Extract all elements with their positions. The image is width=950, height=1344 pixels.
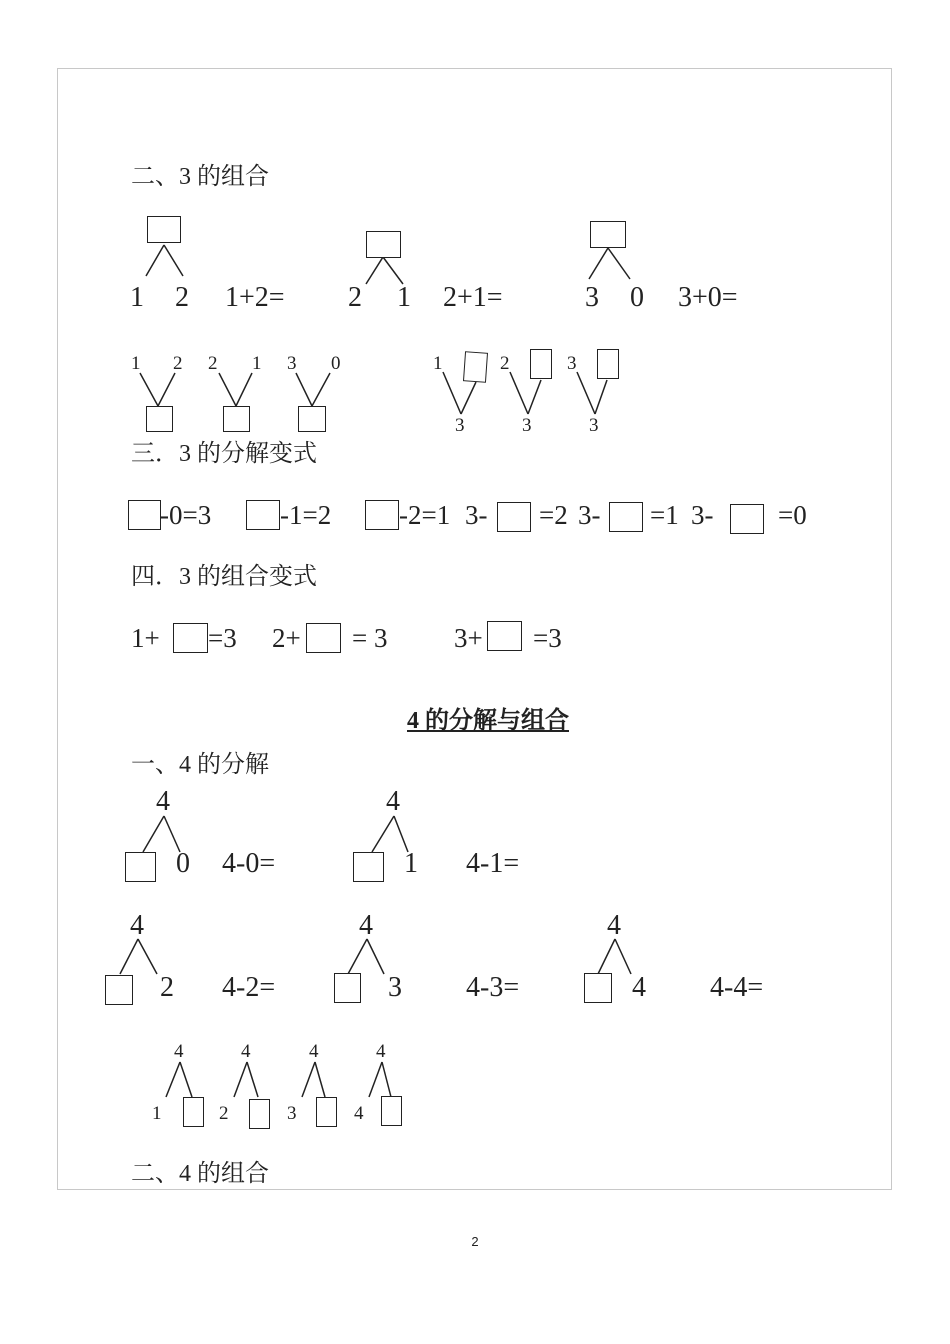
tree-right-number: 1 [397, 282, 411, 313]
tree-right-number: 2 [160, 972, 174, 1003]
section-heading-4-decomp: 一、4 的分解 [131, 752, 269, 778]
equation-part: 1+ [131, 623, 160, 653]
section-title-4: 4 的分解与组合 [407, 708, 569, 734]
answer-box[interactable] [306, 623, 341, 653]
equation-part: 3- [578, 500, 601, 530]
small-left-number: 1 [152, 1103, 162, 1124]
equation-part: = 3 [352, 623, 388, 653]
equation: 4-3= [466, 972, 520, 1003]
tree-right-number: 1 [404, 848, 418, 879]
small-top-number: 4 [241, 1041, 251, 1062]
answer-box[interactable] [128, 500, 161, 530]
equation: 2+1= [443, 282, 503, 313]
small-total-number: 3 [589, 415, 599, 436]
answer-box[interactable] [590, 221, 626, 248]
section-heading-3-combo-variant: 四．3 的组合变式 [131, 564, 317, 590]
section-heading-3-decomp-variant: 三．3 的分解变式 [131, 441, 317, 467]
equation-part: 3- [691, 500, 714, 530]
equation-part: 2+ [272, 623, 301, 653]
tree-right-number: 0 [630, 282, 644, 313]
tree-left-number: 3 [585, 282, 599, 313]
equation-part: =0 [778, 500, 807, 530]
answer-box[interactable] [223, 406, 250, 432]
equation: 4-4= [710, 972, 764, 1003]
answer-box[interactable] [105, 975, 133, 1005]
tree-left-number: 2 [348, 282, 362, 313]
tree-right-number: 3 [388, 972, 402, 1003]
equation-part: -0=3 [160, 500, 212, 530]
small-left-number: 4 [354, 1103, 364, 1124]
tree-top-number: 4 [386, 786, 400, 817]
equation-part: =1 [650, 500, 679, 530]
answer-box[interactable] [249, 1099, 270, 1129]
tree-top-number: 4 [607, 910, 621, 941]
small-right-number: 1 [252, 353, 262, 374]
answer-box[interactable] [246, 500, 280, 530]
answer-box[interactable] [365, 500, 399, 530]
small-total-number: 3 [522, 415, 532, 436]
small-left-number: 2 [208, 353, 218, 374]
tree-right-number: 0 [176, 848, 190, 879]
small-top-number: 4 [309, 1041, 319, 1062]
answer-box[interactable] [584, 973, 612, 1003]
answer-box[interactable] [463, 351, 488, 383]
section-heading-3-combo: 二、3 的组合 [131, 164, 269, 190]
equation-part: =2 [539, 500, 568, 530]
small-given-number: 2 [500, 353, 510, 374]
answer-box[interactable] [146, 406, 173, 432]
equation: 1+2= [225, 282, 285, 313]
equation-part: -2=1 [399, 500, 451, 530]
answer-box[interactable] [487, 621, 522, 651]
small-right-number: 2 [173, 353, 183, 374]
answer-box[interactable] [173, 623, 208, 653]
small-right-number: 0 [331, 353, 341, 374]
small-given-number: 1 [433, 353, 443, 374]
answer-box[interactable] [381, 1096, 402, 1126]
equation: 4-2= [222, 972, 276, 1003]
answer-box[interactable] [530, 349, 552, 379]
equation: 3+0= [678, 282, 738, 313]
page-number: 2 [471, 1234, 479, 1249]
answer-box[interactable] [730, 504, 764, 534]
equation-part: =3 [533, 623, 562, 653]
equation-part: 3+ [454, 623, 483, 653]
equation-part: 3- [465, 500, 488, 530]
equation: 4-0= [222, 848, 276, 879]
tree-top-number: 4 [359, 910, 373, 941]
small-total-number: 3 [455, 415, 465, 436]
answer-box[interactable] [334, 973, 361, 1003]
answer-box[interactable] [147, 216, 181, 243]
equation-part: =3 [208, 623, 237, 653]
small-left-number: 1 [131, 353, 141, 374]
answer-box[interactable] [125, 852, 156, 882]
tree-top-number: 4 [156, 786, 170, 817]
answer-box[interactable] [597, 349, 619, 379]
equation-part: -1=2 [280, 500, 332, 530]
answer-box[interactable] [353, 852, 384, 882]
tree-top-number: 4 [130, 910, 144, 941]
answer-box[interactable] [366, 231, 401, 258]
answer-box[interactable] [316, 1097, 337, 1127]
small-given-number: 3 [567, 353, 577, 374]
answer-box[interactable] [183, 1097, 204, 1127]
small-left-number: 3 [287, 1103, 297, 1124]
section-heading-4-combo: 二、4 的组合 [131, 1161, 269, 1187]
small-top-number: 4 [376, 1041, 386, 1062]
small-left-number: 2 [219, 1103, 229, 1124]
tree-right-number: 2 [175, 282, 189, 313]
answer-box[interactable] [609, 502, 643, 532]
answer-box[interactable] [497, 502, 531, 532]
answer-box[interactable] [298, 406, 326, 432]
tree-left-number: 1 [130, 282, 144, 313]
equation: 4-1= [466, 848, 520, 879]
small-left-number: 3 [287, 353, 297, 374]
tree-right-number: 4 [632, 972, 646, 1003]
small-top-number: 4 [174, 1041, 184, 1062]
